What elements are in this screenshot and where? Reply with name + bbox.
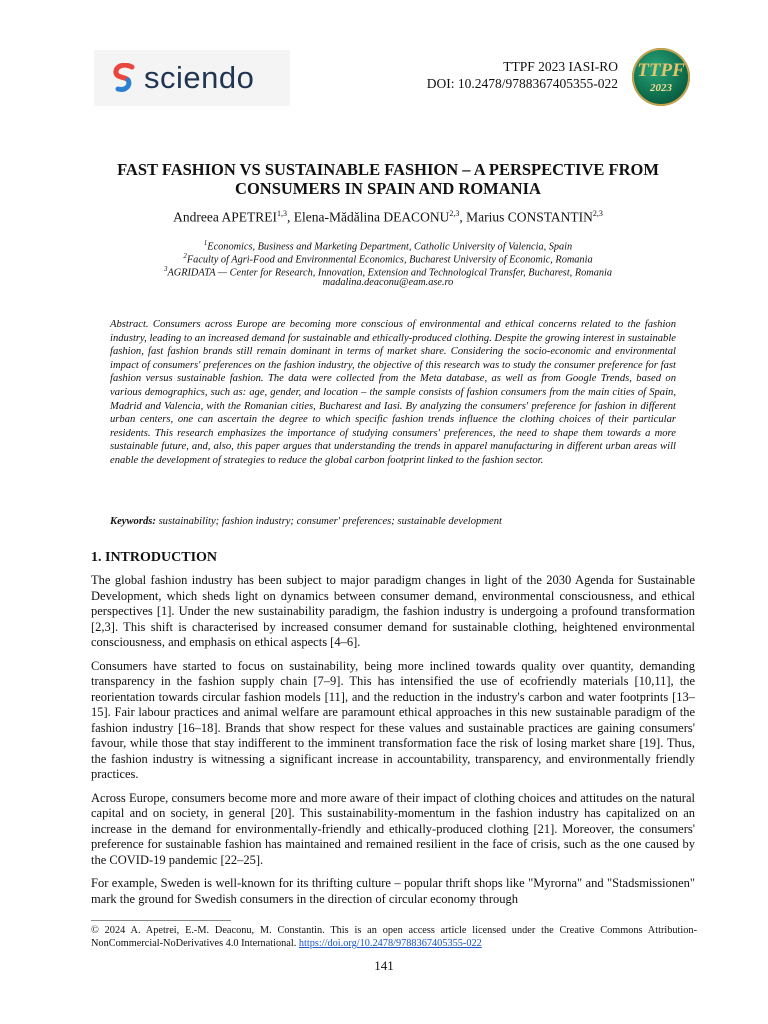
keywords-text: sustainability; fashion industry; consumer' preferences; sustainable development bbox=[158, 516, 502, 527]
license-notice bbox=[91, 924, 697, 950]
section-heading: 1. INTRODUCTION bbox=[91, 550, 218, 565]
paragraph: Across Europe, consumers become more and more aware of their impact of clothing choices and attitudes on the natural capital and on society, in general [20]. This sustainability-momentum in the fashion industry has capitalized on an increase in the demand for environmentally-friendly and ethically-produced clothing [21]. Moreover, the consumers' preference for sustainable fashion has maintained and remained resilient in the face of crisis, such as the one caused by the COVID-19 pandemic [22–25]. bbox=[91, 790, 695, 867]
paragraph: Consumers have started to focus on sustainability, being more inclined towards quality over quantity, demanding transparency in the fashion supply chain [7–9]. This has intensified the use of ecofriendly materials [10,11], the reorientation towards circular fashion models [11], and the reduction in the industry's carbon and water footprints [13–15]. Fair labour practices and animal welfare are paramount ethical approaches in this new sustainable paradigm of the fashion industry [16–18]. Brands that show respect for these values and sustainable practices are gaining consumers' favour, while those that stay indifferent to the imminent transformation face the risk of losing market share [19]. Thus, the fashion industry is witnessing a significant increase in accountability, transparency, and environmentally friendly practices. bbox=[91, 658, 695, 781]
footer-divider bbox=[91, 920, 231, 921]
affiliation-marker: 3 bbox=[163, 265, 168, 273]
body-text bbox=[91, 573, 695, 915]
logo-text: sciendo bbox=[144, 60, 255, 95]
author-list: Andreea APETREI$^{1,3}$, Elena-Mădălina DEACONU$^{2,3}$, Marius CONSTANTIN$^{2,3}$ bbox=[173, 209, 603, 225]
author-name: Marius CONSTANTIN bbox=[466, 209, 593, 225]
publisher-logo bbox=[94, 50, 290, 106]
abstract: Abstract. Consumers across Europe are becoming more conscious of environmental and ethical concerns related to the fashion industry, leading to an increased demand for sustainable and ethically-produced clothing. Despite the growing interest in sustainable fashion, fast fashion brands still remain dominant in terms of market share. Considering the socio-economic and environmental impact of consumers' preferences on the fashion industry, the objective of this research was to study the consumer preference for fast fashion versus sustainable fashion. The data were collected from the Meta database, as well as from Google Trends, based on various demographics, such as: age, gender, and location – the sample consists of fashion consumers from the main cities of Spain, Madrid and Valencia, with the Romanian cities, Bucharest and Iasi. By analyzing the consumers' preference for fashion in different urban centers, one can ascertain the degree to which specific fashion trends influence the clothing choices of their particular residents. This research emphasizes the importance of studying consumers' preferences, the need to shape them towards a more sustainable future, and, also, this paper argues that understanding the trends in apparel manufacturing in different urban areas will enable the development of strategies to reduce the global carbon footprint linked to the fashion sector. bbox=[110, 319, 676, 466]
affiliation-text: Economics, Business and Marketing Department, Catholic University of Valencia, Spain bbox=[207, 241, 573, 253]
paragraph: For example, Sweden is well-known for its thrifting culture – popular thrift shops like "Myrorna" and "Stadsmissionen" mark the ground for Swedish consumers in the direction of circular economy through bbox=[91, 876, 695, 906]
author-name: Andreea APETREI bbox=[173, 209, 277, 225]
author-affiliation-marker: 2,3 bbox=[449, 209, 460, 218]
badge-year: 2023 bbox=[650, 82, 672, 94]
affiliation-text: AGRIDATA — Center for Research, Innovation, Extension and Technological Transfer, Bucharest, Romania bbox=[167, 267, 613, 279]
doi-label: DOI: 10.2478/9788367405355-022 bbox=[426, 76, 618, 91]
affiliation-marker: 1 bbox=[203, 239, 208, 247]
title-line: FAST FASHION VS SUSTAINABLE FASHION – A PERSPECTIVE FROM bbox=[117, 160, 659, 179]
badge-initials: TTPF bbox=[637, 60, 685, 81]
doi-link[interactable]: https://doi.org/10.2478/9788367405355-022 bbox=[298, 938, 482, 949]
conference-badge-icon bbox=[632, 48, 690, 106]
keywords bbox=[110, 515, 676, 529]
conference-label: TTPF 2023 IASI-RO bbox=[503, 59, 618, 74]
paper-title bbox=[80, 160, 696, 198]
contact-email[interactable]: madalina.deaconu@eam.ase.ro bbox=[322, 277, 454, 288]
affiliation-marker: 2 bbox=[183, 252, 187, 260]
paragraph: The global fashion industry has been subject to major paradigm changes in light of the 2030 Agenda for Sustainable Development, which sheds light on dynamics between consumer demand, environmental consciousness, and ethical perspectives [1]. Under the new sustainability paradigm, the fashion industry is undergoing a profound transformation [2,3]. This shift is characterised by increased consumer demand for sustainable clothing, heightened environmental consciousness, and emphasis on ethical aspects [4–6]. bbox=[91, 573, 695, 649]
keywords-label: Keywords: bbox=[110, 516, 156, 527]
sciendo-logo-icon bbox=[112, 63, 136, 93]
author-affiliation-marker: 1,3 bbox=[276, 209, 287, 218]
author-name: Elena-Mădălina DEACONU bbox=[293, 209, 450, 225]
affiliation-text: Faculty of Agri-Food and Environmental Economics, Bucharest University of Economic, Romania bbox=[186, 254, 593, 266]
title-line: CONSUMERS IN SPAIN AND ROMANIA bbox=[235, 179, 541, 198]
author-affiliation-marker: 2,3 bbox=[592, 209, 603, 218]
license-text: © 2024 A. Apetrei, E.-M. Deaconu, M. Constantin. This is an open access article licensed under the Creative Commons Attribution-NonCommercial-NoDerivatives 4.0 International. bbox=[91, 925, 697, 949]
page-number: 141 bbox=[374, 958, 394, 973]
